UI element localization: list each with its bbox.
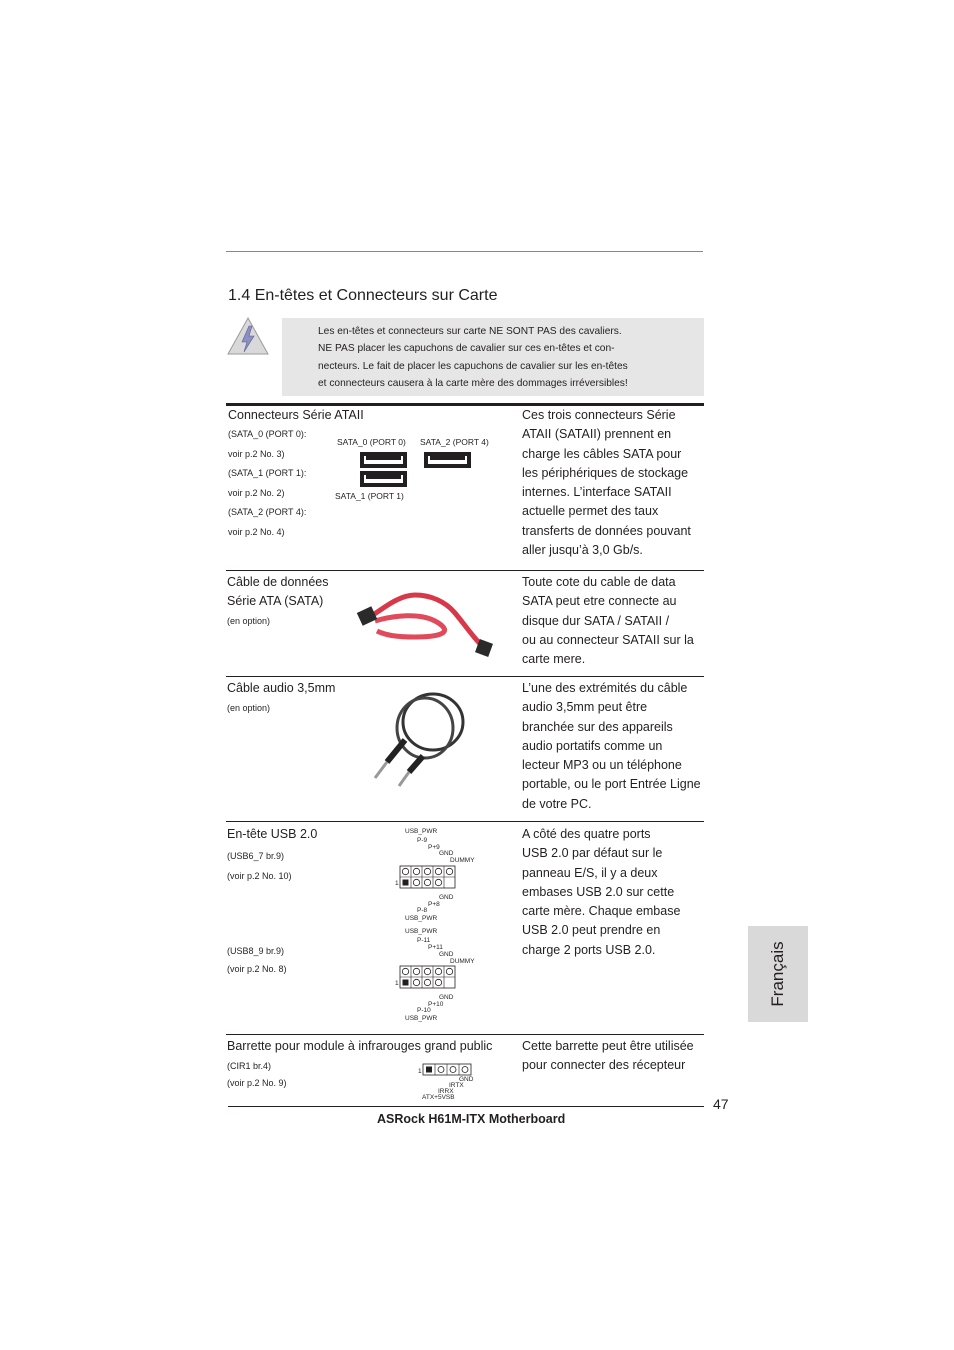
pin-label: IRTX [449, 1082, 464, 1089]
row-divider [226, 570, 704, 571]
pin1-marker: 1 [395, 980, 399, 987]
sata-cable-optional: (en option) [227, 616, 271, 626]
desc-line: A côté des quatre ports [522, 827, 651, 841]
desc-line: portable, ou le port Entrée Ligne [522, 777, 701, 792]
usb-header2-diagram [396, 928, 516, 1024]
pin-label: P-8 [417, 907, 428, 914]
detail-line: (CIR1 br.4) [227, 1061, 272, 1071]
usb-header2-details [227, 942, 287, 978]
note-line: NE PAS placer les capuchons de cavalier sur ces en-têtes et con- [318, 343, 615, 355]
detail-line: (voir p.2 No. 10) [227, 871, 292, 881]
sata-label-port1: SATA_1 (PORT 1) [335, 491, 404, 501]
detail-line: voir p.2 No. 2) [228, 487, 285, 498]
desc-line: embases USB 2.0 sur cette [522, 884, 675, 899]
pin-label: DUMMY [450, 857, 475, 864]
pin-label: P+11 [428, 944, 443, 951]
sata-connector-diagram [358, 450, 478, 490]
detail-line: (USB6_7 br.9) [227, 851, 285, 861]
note-line: necteurs. Le fait de placer les capuchons de cavalier sur les en-têtes [318, 360, 628, 372]
desc-line: actuelle permet des taux [522, 504, 659, 519]
detail-line: (SATA_1 (PORT 1): [228, 468, 307, 478]
detail-line: voir p.2 No. 3) [228, 448, 285, 459]
pin-label: IRRX [438, 1088, 454, 1095]
desc-line: internes. L’interface SATAII [522, 485, 672, 500]
language-tab-label: Français [768, 941, 787, 1007]
detail-line: (voir p.2 No. 9) [227, 1078, 287, 1088]
footer-product: ASRock H61M-ITX Motherboard [377, 1112, 566, 1126]
desc-line: disque dur SATA / SATAII / [522, 613, 670, 628]
usb-header1-details [227, 846, 292, 886]
desc-line: ou au connecteur SATAII sur la [522, 632, 694, 647]
desc-line: charge les câbles SATA pour [522, 446, 682, 461]
pin-label: GND [439, 894, 454, 901]
note-line: Les en-têtes et connecteurs sur carte NE SONT PAS des cavaliers. [318, 326, 622, 337]
desc-line: audio portatifs comme un [522, 738, 663, 753]
audio-cable-optional: (en option) [227, 703, 271, 713]
pin-label: GND [439, 994, 454, 1001]
pin-label: GND [459, 1076, 474, 1083]
row-divider [226, 1034, 704, 1035]
pin1-marker: 1 [418, 1068, 422, 1075]
pin-label: P+10 [428, 1001, 444, 1008]
pin-label: DUMMY [450, 958, 475, 965]
desc-line: carte mere. [522, 652, 586, 667]
sata-cable-description [522, 573, 707, 669]
sata-cable-image [355, 585, 495, 660]
desc-line: transferts de données pouvant [522, 523, 691, 538]
language-tab [748, 926, 808, 1022]
sata-label-port4: SATA_2 (PORT 4) [420, 437, 489, 447]
audio-cable-image [365, 680, 475, 790]
desc-line: carte mère. Chaque embase [522, 904, 681, 919]
detail-line: voir p.2 No. 4) [228, 526, 285, 537]
top-rule [226, 251, 703, 252]
desc-line: branchée sur des appareils [522, 719, 673, 734]
pin-label: P-10 [417, 1007, 431, 1014]
usb-description [522, 825, 707, 960]
desc-line: de votre PC. [522, 796, 592, 811]
sata-details [228, 425, 306, 542]
footer-rule [228, 1106, 704, 1107]
page-number: 47 [713, 1096, 729, 1112]
desc-line: aller jusqu’à 3,0 Gb/s. [522, 543, 643, 558]
ir-header-diagram [418, 1062, 488, 1104]
usb-header1-pins [396, 864, 458, 894]
pin-label: P-11 [417, 937, 431, 944]
pin-label: USB_PWR [405, 828, 438, 835]
sata-port4-connector [424, 452, 471, 468]
title-line: Câble de données [227, 575, 329, 589]
desc-line: USB 2.0 peut prendre en [522, 923, 661, 938]
ir-title: Barrette pour module à infrarouges grand public [227, 1039, 493, 1053]
desc-line: L’une des extrémités du câble [522, 681, 688, 695]
desc-line: SATA peut etre connecte au [522, 594, 677, 609]
desc-line: audio 3,5mm peut être [522, 700, 648, 715]
sata-port0-connector [360, 452, 407, 468]
desc-line: pour connecter des récepteur [522, 1058, 686, 1073]
row-divider [226, 821, 704, 822]
pin-label: GND [439, 951, 454, 958]
desc-line: Toute cote du cable de data [522, 575, 676, 589]
sata-label-port0: SATA_0 (PORT 0) [337, 437, 406, 447]
desc-line: Ces trois connecteurs Série [522, 408, 676, 422]
pin-label: USB_PWR [405, 915, 438, 922]
desc-line: panneau E/S, il y a deux [522, 865, 658, 880]
desc-line: ATAII (SATAII) prennent en [522, 427, 672, 442]
audio-cable-description [522, 679, 712, 814]
warning-icon [226, 316, 270, 356]
ir-details [227, 1058, 287, 1092]
ir-description [522, 1037, 712, 1076]
sata-title: Connecteurs Série ATAII [228, 408, 364, 422]
detail-line: (SATA_2 (PORT 4): [228, 507, 307, 517]
detail-line: (voir p.2 No. 8) [227, 964, 287, 974]
row-divider [226, 676, 704, 677]
pin-label: GND [439, 850, 454, 857]
title-line: Série ATA (SATA) [227, 594, 324, 609]
desc-line: charge 2 ports USB 2.0. [522, 942, 656, 957]
warning-note [282, 318, 704, 396]
pin-label: P+9 [428, 844, 440, 851]
detail-line: (SATA_0 (PORT 0): [228, 429, 307, 439]
detail-line: (USB8_9 br.9) [227, 946, 285, 956]
pin-label: USB_PWR [405, 1015, 438, 1022]
pin-label: P-9 [417, 837, 428, 844]
pin1-marker: 1 [395, 880, 399, 887]
note-line: et connecteurs causera à la carte mère des dommages irréversibles! [318, 377, 628, 389]
section-title: 1.4 En-têtes et Connecteurs sur Carte [228, 287, 498, 304]
pin-label: USB_PWR [405, 928, 438, 935]
usb-title: En-tête USB 2.0 [227, 827, 318, 841]
audio-cable-title: Câble audio 3,5mm [227, 681, 336, 695]
pin-label: P+8 [428, 901, 440, 908]
usb-header2-pins [396, 964, 458, 994]
desc-line: lecteur MP3 ou un téléphone [522, 758, 682, 773]
sata-description [522, 406, 707, 560]
sata-port1-connector [360, 471, 407, 487]
pin-label: ATX+5VSB [422, 1094, 455, 1101]
desc-line: Cette barrette peut être utilisée [522, 1039, 694, 1053]
usb-header1-diagram [396, 828, 516, 924]
desc-line: USB 2.0 par défaut sur le [522, 846, 663, 861]
sata-cable-title [227, 573, 328, 612]
desc-line: les périphériques de stockage [522, 465, 689, 480]
